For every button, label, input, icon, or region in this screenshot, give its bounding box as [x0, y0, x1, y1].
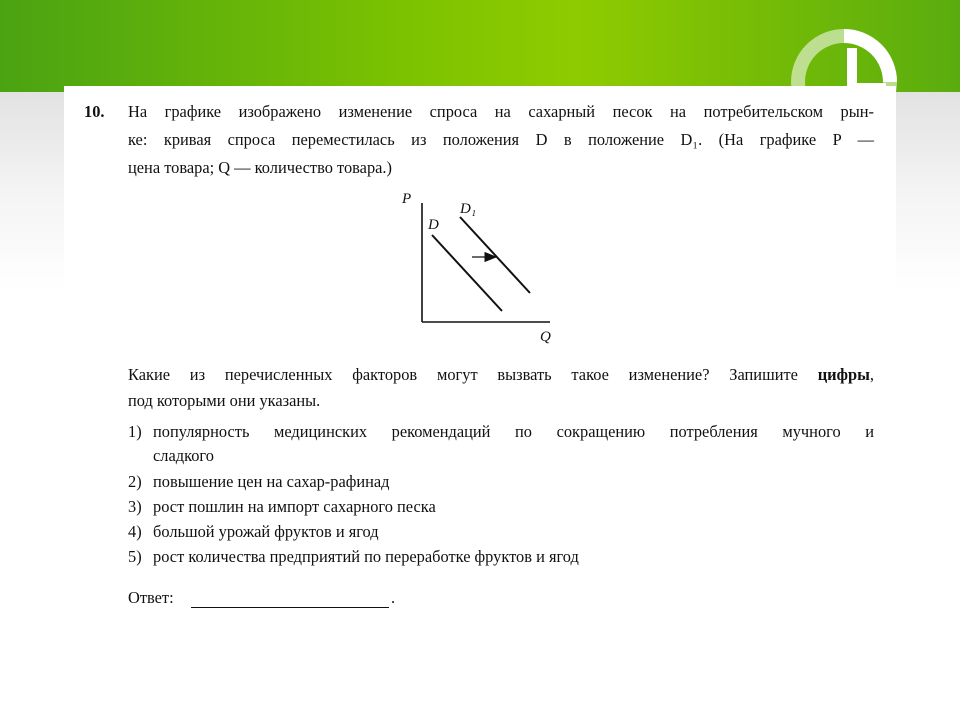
demand-curve-d1	[460, 217, 530, 293]
option-1-text: популярность медицинских рекомендаций по сокращению потребления мучного и	[153, 422, 874, 441]
task-line-2: ке: кривая спроса переместилась из положения D в положение D₁. (На графике P —	[128, 130, 874, 149]
option-2-text: повышение цен на сахар-рафинад	[153, 472, 390, 491]
answer-field[interactable]	[191, 607, 389, 608]
x-axis-label: Q	[540, 329, 551, 345]
curve-d1-label: D₁	[460, 201, 477, 217]
option-1-number: 1)	[128, 422, 142, 441]
option-4-number: 4)	[128, 522, 142, 541]
option-4-text: большой урожай фруктов и ягод	[153, 522, 379, 541]
question-line-1	[128, 363, 874, 387]
option-2-number: 2)	[128, 472, 142, 491]
option-5-number: 5)	[128, 547, 142, 566]
demand-curve-d	[432, 235, 502, 311]
question-bold-word: цифры	[817, 365, 870, 384]
question-text: Какие из перечисленных факторов могут вызвать такое изменение? Запишите	[128, 365, 798, 384]
question-comma: ,	[869, 365, 874, 384]
option-5-text: рост количества предприятий по переработке фруктов и ягод	[153, 547, 579, 566]
answer-tail: .	[391, 588, 396, 607]
demand-shift-graph	[390, 185, 570, 345]
option-1-text-cont: сладкого	[153, 446, 214, 465]
task-line-1: На графике изображено изменение спроса на сахарный песок на потребительском рын-	[128, 102, 874, 121]
task-number: 10.	[84, 102, 105, 121]
option-3-text: рост пошлин на импорт сахарного песка	[153, 497, 436, 516]
task-line-3: цена товара; Q — количество товара.)	[128, 158, 392, 177]
answer-label: Ответ:	[128, 588, 174, 607]
curve-d-label: D	[428, 217, 439, 233]
y-axis-label: P	[402, 191, 412, 207]
option-3-number: 3)	[128, 497, 142, 516]
question-line-2: под которыми они указаны.	[128, 391, 321, 410]
